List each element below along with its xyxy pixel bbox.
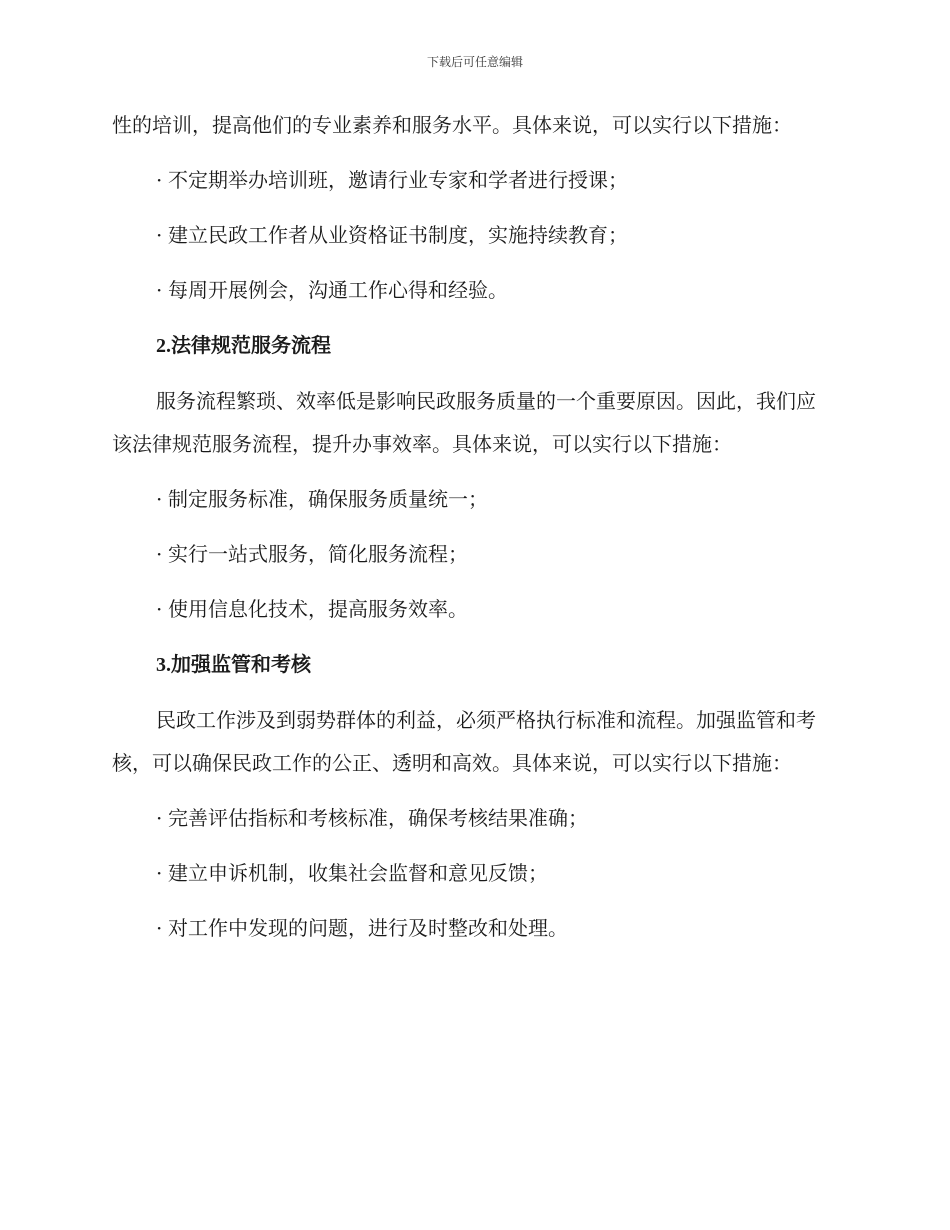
list-item — [112, 478, 832, 521]
list-item — [112, 588, 832, 631]
list-item-text: 使用信息化技术，提高服务效率。 — [168, 597, 468, 621]
list-item-text: 制定服务标准，确保服务质量统一； — [168, 487, 488, 511]
bullet-marker: · — [156, 806, 163, 830]
bullet-list-2 — [112, 478, 832, 631]
bullet-marker: · — [156, 861, 163, 885]
list-item-text: 建立申诉机制，收集社会监督和意见反馈； — [168, 861, 548, 885]
intro-paragraph: 性的培训，提高他们的专业素养和服务水平。具体来说，可以实行以下措施： — [112, 113, 792, 137]
list-item — [112, 533, 832, 576]
bullet-marker: · — [156, 278, 163, 302]
section-heading-2 — [112, 324, 832, 368]
document-body — [112, 104, 832, 950]
bullet-list-1 — [112, 159, 832, 312]
section-title: 法律规范服务流程 — [171, 333, 331, 357]
list-item — [112, 269, 832, 312]
bullet-marker: · — [156, 223, 163, 247]
list-item-text: 不定期举办培训班，邀请行业专家和学者进行授课； — [168, 168, 628, 192]
section-heading-3 — [112, 643, 832, 687]
list-item — [112, 907, 832, 950]
list-item-text: 对工作中发现的问题，进行及时整改和处理。 — [168, 916, 568, 940]
page-header: 下载后可任意编辑 — [426, 55, 523, 69]
list-item-text: 实行一站式服务，简化服务流程； — [168, 542, 468, 566]
list-item — [112, 852, 832, 895]
bullet-marker: · — [156, 487, 163, 511]
bullet-marker: · — [156, 168, 163, 192]
section-number: 3. — [156, 654, 171, 676]
bullet-marker: · — [156, 916, 163, 940]
list-item — [112, 159, 832, 202]
list-item-text: 完善评估指标和考核标准，确保考核结果准确； — [168, 806, 588, 830]
section-number: 2. — [156, 335, 171, 357]
section-title: 加强监管和考核 — [171, 652, 311, 676]
bullet-marker: · — [156, 542, 163, 566]
bullet-marker: · — [156, 597, 163, 621]
list-item — [112, 214, 832, 257]
section-3-paragraph: 民政工作涉及到弱势群体的利益，必须严格执行标准和流程。加强监管和考核，可以确保民政工作的公正、透明和高效。具体来说，可以实行以下措施： — [112, 708, 816, 775]
list-item-text: 每周开展例会，沟通工作心得和经验。 — [168, 278, 508, 302]
bullet-list-3 — [112, 797, 832, 950]
list-item-text: 建立民政工作者从业资格证书制度，实施持续教育； — [168, 223, 628, 247]
section-2-paragraph: 服务流程繁琐、效率低是影响民政服务质量的一个重要原因。因此，我们应该法律规范服务流程，提升办事效率。具体来说，可以实行以下措施： — [112, 389, 816, 456]
list-item — [112, 797, 832, 840]
